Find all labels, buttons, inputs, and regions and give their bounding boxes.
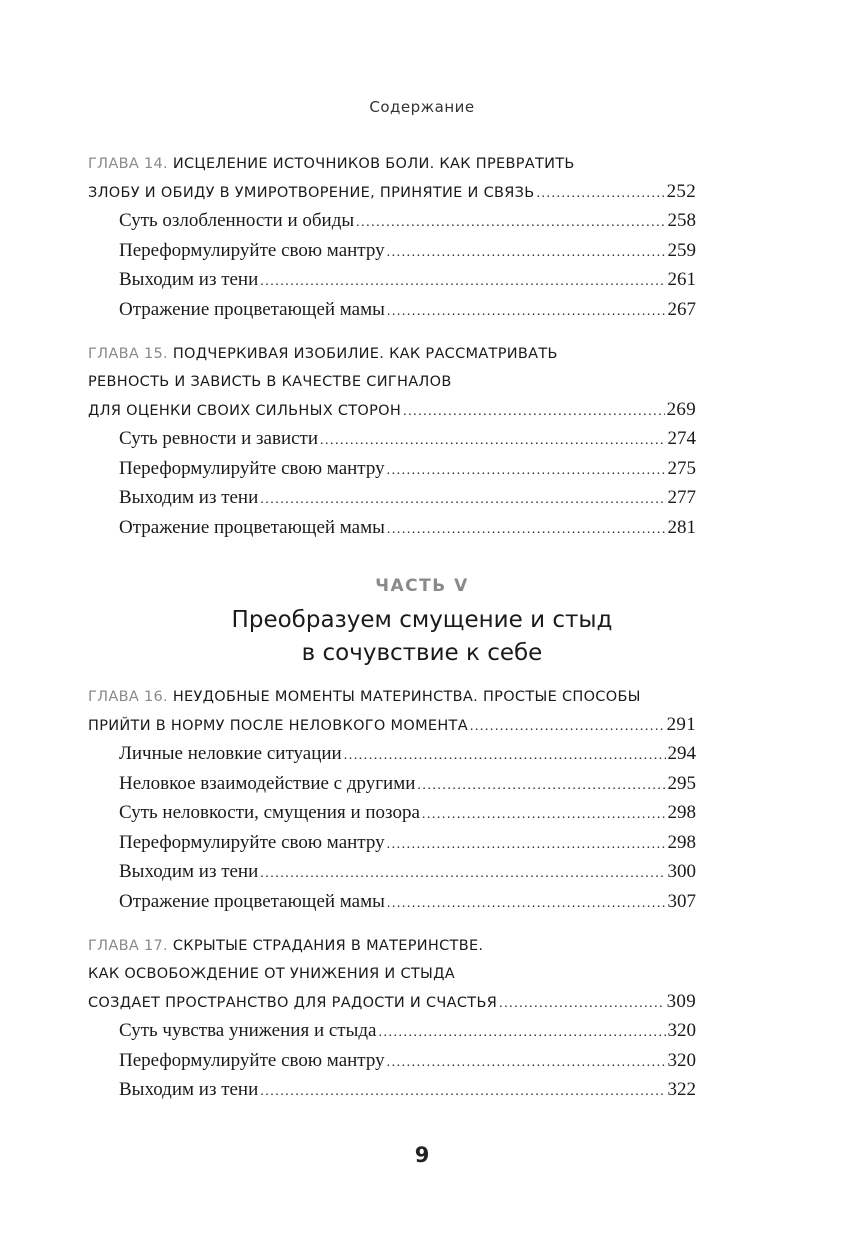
dot-leader: [320, 426, 665, 456]
page-reference: 295: [667, 772, 696, 794]
part-label: ЧАСТЬ V: [375, 576, 469, 596]
dot-leader: [417, 771, 665, 801]
toc-chapter-entry[interactable]: [88, 178, 696, 206]
toc-block-after-part: [88, 683, 696, 1105]
dot-leader: [260, 485, 665, 515]
section-title: Переформулируйте свою мантру: [119, 457, 385, 479]
toc-section-entry[interactable]: [88, 454, 696, 484]
part-title-line: в сочувствие к себе: [301, 640, 543, 666]
toc-section-entry[interactable]: [88, 769, 696, 799]
page-number: 9: [414, 1143, 430, 1167]
page-reference: 269: [666, 399, 696, 420]
dot-leader: [422, 800, 666, 830]
dot-leader: [387, 238, 666, 268]
page-reference: 320: [667, 1020, 696, 1041]
part-title-line: Преобразуем смущение и стыд: [231, 607, 613, 633]
dot-leader: [344, 741, 666, 771]
chapter-title-line: [88, 150, 696, 178]
dot-leader: [387, 456, 666, 486]
section-title: Личные неловкие ситуации: [119, 743, 342, 764]
chapter-title-text: СОЗДАЕТ ПРОСТРАНСТВО ДЛЯ РАДОСТИ И СЧАСТЬЯ: [88, 995, 498, 1011]
page-reference: 275: [667, 457, 696, 479]
section-title: Суть ревности и зависти: [119, 428, 319, 449]
toc-chapter-entry[interactable]: [88, 396, 696, 424]
page-reference: 300: [667, 861, 696, 882]
toc-section-entry[interactable]: [88, 236, 696, 266]
page-reference: 277: [667, 487, 696, 508]
page-reference: 274: [667, 428, 696, 449]
section-title: Переформулируйте свою мантру: [119, 831, 385, 853]
section-title: Переформулируйте свою мантру: [119, 239, 385, 261]
chapter-spacer: [88, 916, 696, 932]
page-reference: 291: [666, 714, 696, 735]
toc-section-entry[interactable]: [88, 887, 696, 917]
chapter-title-text: ИСЦЕЛЕНИЕ ИСТОЧНИКОВ БОЛИ. КАК ПРЕВРАТИТЬ: [172, 156, 575, 172]
chapter-number: ГЛАВА 15.: [88, 346, 168, 362]
toc-section-entry[interactable]: [88, 857, 696, 887]
page-reference: 298: [667, 802, 696, 823]
section-title: Отражение процветающей мамы: [119, 298, 385, 320]
dot-leader: [537, 180, 665, 208]
toc-section-entry[interactable]: [88, 483, 696, 513]
chapter-title-line: [88, 683, 696, 711]
section-title: Выходим из тени: [119, 1079, 259, 1100]
chapter-title-text: РЕВНОСТЬ И ЗАВИСТЬ В КАЧЕСТВЕ СИГНАЛОВ: [88, 374, 452, 390]
dot-leader: [387, 1048, 666, 1078]
chapter-title-text: СКРЫТЫЕ СТРАДАНИЯ В МАТЕРИНСТВЕ.: [172, 938, 484, 954]
chapter-number: ГЛАВА 14.: [88, 156, 168, 172]
chapter-title-text: ПРИЙТИ В НОРМУ ПОСЛЕ НЕЛОВКОГО МОМЕНТА: [88, 718, 468, 734]
page-reference: 261: [667, 269, 696, 290]
chapter-title-line: [88, 368, 696, 396]
dot-leader: [387, 889, 666, 919]
page-reference: 322: [667, 1079, 696, 1100]
toc-section-entry[interactable]: [88, 1016, 696, 1046]
toc-section-entry[interactable]: [88, 798, 696, 828]
dot-leader: [387, 297, 666, 327]
section-title: Отражение процветающей мамы: [119, 516, 385, 538]
page-reference: 252: [666, 181, 696, 202]
chapter-title-text: НЕУДОБНЫЕ МОМЕНТЫ МАТЕРИНСТВА. ПРОСТЫЕ СПОСОБЫ: [172, 689, 641, 705]
section-title: Выходим из тени: [119, 861, 259, 882]
dot-leader: [378, 1018, 665, 1048]
toc-section-entry[interactable]: [88, 828, 696, 858]
toc-chapter-entry[interactable]: [88, 988, 696, 1016]
running-head: Содержание: [369, 98, 475, 116]
chapter-title-text: ЗЛОБУ И ОБИДУ В УМИРОТВОРЕНИЕ, ПРИНЯТИЕ И СВЯЗЬ: [88, 185, 535, 201]
toc-section-entry[interactable]: [88, 1046, 696, 1076]
page-reference: 259: [667, 239, 696, 261]
chapter-number: ГЛАВА 17.: [88, 938, 168, 954]
dot-leader: [499, 990, 665, 1018]
section-title: Отражение процветающей мамы: [119, 890, 385, 912]
toc-section-entry[interactable]: [88, 295, 696, 325]
section-title: Переформулируйте свою мантру: [119, 1049, 385, 1071]
dot-leader: [260, 267, 665, 297]
section-title: Выходим из тени: [119, 487, 259, 508]
dot-leader: [403, 398, 665, 426]
page-reference: 320: [667, 1049, 696, 1071]
chapter-number: ГЛАВА 16.: [88, 689, 168, 705]
chapter-title-line: [88, 960, 696, 988]
page-reference: 298: [667, 831, 696, 853]
toc-section-entry[interactable]: [88, 424, 696, 454]
dot-leader: [387, 830, 666, 860]
page-reference: 307: [667, 890, 696, 912]
page-reference: 294: [667, 743, 696, 764]
section-title: Выходим из тени: [119, 269, 259, 290]
chapter-title-text: ДЛЯ ОЦЕНКИ СВОИХ СИЛЬНЫХ СТОРОН: [88, 403, 402, 419]
section-title: Неловкое взаимодействие с другими: [119, 772, 416, 794]
dot-leader: [260, 859, 665, 889]
chapter-title-text: ПОДЧЕРКИВАЯ ИЗОБИЛИЕ. КАК РАССМАТРИВАТЬ: [172, 346, 558, 362]
dot-leader: [387, 515, 666, 545]
toc-chapter-entry[interactable]: [88, 711, 696, 739]
toc-section-entry[interactable]: [88, 739, 696, 769]
chapter-title-line: [88, 932, 696, 960]
page-reference: 267: [667, 298, 696, 320]
toc-section-entry[interactable]: [88, 513, 696, 543]
section-title: Суть чувства унижения и стыда: [119, 1020, 377, 1041]
dot-leader: [260, 1077, 665, 1107]
toc-section-entry[interactable]: [88, 1075, 696, 1105]
chapter-title-line: [88, 340, 696, 368]
section-title: Суть неловкости, смущения и позора: [119, 802, 420, 823]
page-reference: 309: [666, 991, 696, 1012]
dot-leader: [356, 208, 665, 238]
section-title: Суть озлобленности и обиды: [119, 210, 355, 231]
toc-section-entry[interactable]: [88, 265, 696, 295]
dot-leader: [470, 713, 665, 741]
page-reference: 258: [667, 210, 696, 231]
toc-block-before-part: [88, 150, 696, 542]
page-reference: 281: [667, 516, 696, 538]
chapter-spacer: [88, 324, 696, 340]
part-title: [0, 604, 844, 670]
toc-section-entry[interactable]: [88, 206, 696, 236]
chapter-title-text: КАК ОСВОБОЖДЕНИЕ ОТ УНИЖЕНИЯ И СТЫДА: [88, 966, 455, 982]
